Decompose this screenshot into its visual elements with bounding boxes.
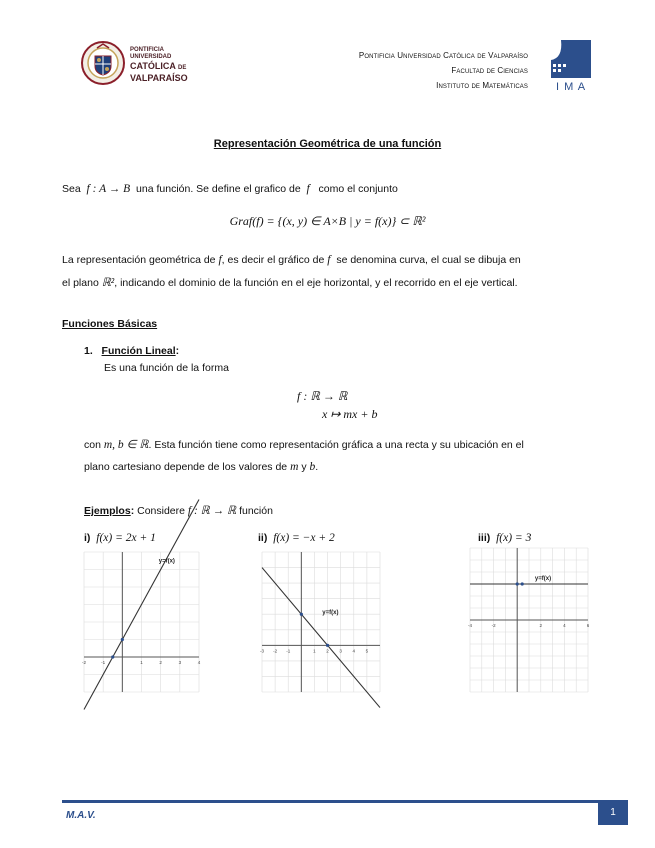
university-logo: [80, 40, 195, 86]
x-tick-label: -4: [467, 623, 473, 628]
x-tick-label: 2: [159, 660, 162, 665]
curve-label: y=f(x): [322, 610, 339, 617]
section-heading: Funciones Básicas: [62, 318, 158, 330]
paragraph-representation: La representación geométrica de f, es decir el gráfico de f se denomina curva, el cual se dibuja en el plano ℝ², indicando el dominio de la función en el eje horizontal, y el recorrido en el eje vertical.: [62, 254, 521, 289]
item-linear-desc: Es una función de la forma: [104, 362, 229, 374]
x-tick-label: -1: [101, 660, 106, 665]
footer-rule: [62, 800, 628, 803]
linear-map-line2: x ↦ mx + b: [322, 407, 378, 421]
x-tick-label: -2: [81, 660, 87, 665]
x-tick-label: 4: [197, 660, 201, 665]
y-intercept-point: [300, 613, 303, 616]
intro-line: Sea f : A → B una función. Se define el grafico de f como el conjunto: [62, 183, 398, 195]
x-tick-label: 1: [140, 660, 143, 665]
institution-university: Pontificia Universidad Católica de Valparaíso: [358, 51, 528, 60]
x-tick-label: 5: [365, 648, 369, 654]
example-3-label: iii) f(x) = 3: [478, 532, 532, 544]
ima-logo-text: I M A: [555, 81, 587, 93]
examples-line: Ejemplos: Considere f : ℝ → ℝ función: [84, 505, 273, 517]
y-intercept-point: [121, 638, 124, 641]
x-tick-label: 1: [313, 648, 316, 654]
page-title: Representación Geométrica de una función: [213, 138, 442, 150]
institution-block: [300, 48, 528, 93]
logo-line-4: VALPARAÍSO: [130, 73, 188, 83]
x-tick-label: 3: [339, 648, 342, 654]
x-tick-label: -2: [491, 623, 496, 628]
graph-example-1: [81, 552, 201, 692]
x-tick-label: 4: [563, 623, 566, 628]
x-tick-label: -2: [273, 648, 278, 654]
x-tick-label: -1: [286, 648, 291, 654]
x-tick-label: 2: [326, 648, 329, 654]
seal-icon: [80, 40, 126, 86]
logo-line-1: PONTIFICIA: [130, 47, 164, 53]
graph-definition-formula: Graf(f) = {(x, y) ∈ A×B | y = f(x)} ⊂ ℝ²: [229, 214, 426, 228]
ima-logo: [551, 40, 591, 93]
example-2-label: ii) f(x) = −x + 2: [258, 532, 335, 544]
linear-paragraph: con m, b ∈ ℝ. Esta función tiene como representación gráfica a una recta y su ubicación en el plano cartesiano depende de los valores de m y b.: [84, 439, 524, 473]
y-intercept-point: [516, 582, 519, 585]
institution-institute: Instituto de Matemáticas: [436, 81, 528, 90]
curve-label: y=f(x): [534, 576, 552, 582]
page-number: 1: [610, 807, 616, 818]
series-line: [259, 568, 380, 708]
graph-example-2: [259, 552, 380, 692]
example-1-label: i) f(x) = 2x + 1: [84, 532, 156, 544]
x-tick-label: 2: [539, 623, 543, 628]
line-point: [521, 582, 524, 585]
x-tick-label: 4: [352, 648, 356, 654]
ima-emblem-icon: [551, 40, 591, 78]
page-number-badge: [598, 800, 628, 825]
graph-example-3: [467, 548, 590, 692]
x-tick-label: 3: [178, 660, 182, 665]
logo-line-3: CATÓLICA DE: [130, 61, 187, 71]
curve-label: y=f(x): [158, 558, 175, 565]
item-linear-heading: 1. Función Lineal:: [84, 345, 180, 357]
institution-faculty: Facultad de Ciencias: [451, 66, 528, 75]
linear-map-line1: f : ℝ → ℝ: [297, 389, 348, 403]
x-intercept-point: [111, 655, 114, 658]
x-intercept-point: [326, 644, 329, 647]
footer-author: M.A.V.: [66, 810, 96, 821]
x-tick-label: 6: [586, 623, 590, 628]
x-tick-label: -3: [259, 648, 265, 654]
logo-line-2: UNIVERSIDAD: [130, 54, 172, 60]
